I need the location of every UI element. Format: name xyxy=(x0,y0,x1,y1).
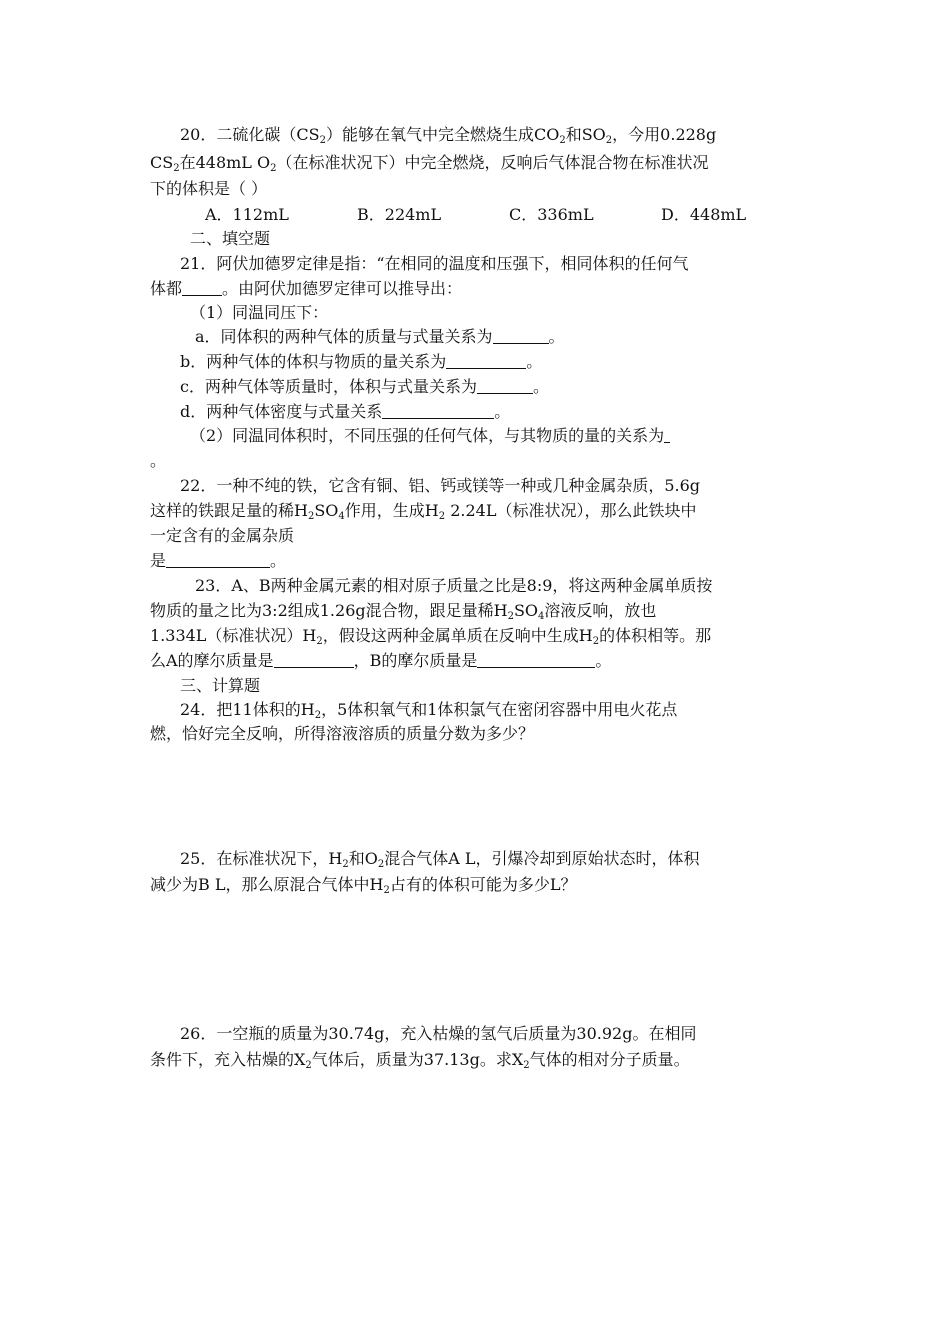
answer-blank xyxy=(274,651,354,668)
answer-blank xyxy=(477,651,595,668)
q21-part-1: （1）同温同压下： xyxy=(190,303,329,322)
q21-item-a: a．同体积的两种气体的质量与式量关系为 。 xyxy=(195,327,565,346)
answer-blank xyxy=(166,551,270,568)
answer-blank xyxy=(382,402,494,419)
q23-line-1: 23．A、B两种金属元素的相对原子质量之比是8:9，将这两种金属单质按 xyxy=(195,576,713,595)
q21-end: 。 xyxy=(150,451,167,470)
answer-blank xyxy=(182,279,222,296)
q20-option-b: B．224mL xyxy=(357,205,442,224)
q20-line-2: $CS_2$在448mL $O_2$（在标准状况下）中完全燃烧，反响后气体混合物在标准状况 xyxy=(150,153,709,174)
q21-item-b: b．两种气体的体积与物质的量关系为 。 xyxy=(180,352,543,371)
answer-blank xyxy=(493,327,549,344)
q26-line-2: 条件下，充入枯燥的$X_2$气体后，质量为37.13g。求$X_2$气体的相对分子质量。 xyxy=(150,1050,690,1071)
q22-line-1: 22．一种不纯的铁，它含有铜、铝、钙或镁等一种或几种金属杂质，5.6g xyxy=(180,476,701,495)
q22-line-4: 是 。 xyxy=(150,551,287,570)
q21-item-d: d．两种气体密度与式量关系 。 xyxy=(180,402,511,421)
q26-line-1: 26．一空瓶的质量为30.74g，充入枯燥的氢气后质量为30.92g。在相同 xyxy=(180,1024,697,1043)
q23-line-4: 么A的摩尔质量是 ，B的摩尔质量是 。 xyxy=(150,651,612,670)
answer-blank xyxy=(446,352,526,369)
q24-line-1: 24．把11体积的$H_2$，5体积氧气和1体积氯气在密闭容器中用电火花点 xyxy=(180,700,678,721)
q22-line-3: 一定含有的金属杂质 xyxy=(150,526,295,545)
answer-blank xyxy=(664,426,670,443)
q20-line-1: 20．二硫化碳$(CS_2)$能够在氧气中完全燃烧生成$CO_2$和$SO_2$，今用0.228g xyxy=(180,125,717,146)
q23-line-3: 1.334L（标准状况）$H_2$，假设这两种金属单质在反响中生成$H_2$的体积相等。那 xyxy=(150,626,712,647)
q22-line-2: 这样的铁跟足量的稀$H_2SO_4$作用，生成$H_2$ 2.24L（标准状况），那么此铁块中 xyxy=(150,501,697,522)
q24-line-2: 燃，恰好完全反响，所得溶液溶质的质量分数为多少？ xyxy=(150,724,535,743)
q23-line-2: 物质的量之比为3:2组成1.26g混合物，跟足量稀$H_2SO_4$溶液反响，放也 xyxy=(150,601,657,622)
q20-line-3: 下的体积是（ ） xyxy=(150,179,268,198)
q20-option-c: C．336mL xyxy=(509,205,594,224)
q25-line-1: 25．在标准状况下，$H_2$和$O_2$混合气体A L，引爆冷却到原始状态时，体积 xyxy=(180,849,700,870)
section-calculation-heading: 三、计算题 xyxy=(180,676,261,695)
answer-blank xyxy=(477,377,533,394)
q21-part-2: （2）同温同体积时，不同压强的任何气体，与其物质的量的关系为 xyxy=(190,424,670,448)
q21-line-2: 体都 。由阿伏加德罗定律可以推导出： xyxy=(150,279,463,298)
q21-line-1: 21．阿伏加德罗定律是指：“在相同的温度和压强下，相同体积的任何气 xyxy=(180,254,689,273)
q21-item-c: c．两种气体等质量时，体积与式量关系为 。 xyxy=(180,377,549,396)
q20-option-d: D．448mL xyxy=(661,205,747,224)
q20-options xyxy=(205,203,813,227)
section-fill-in-heading: 二、填空题 xyxy=(190,229,271,248)
q20-option-a: A．112mL xyxy=(205,205,289,224)
q25-line-2: 减少为B L，那么原混合气体中$H_2$占有的体积可能为多少L？ xyxy=(150,875,577,896)
